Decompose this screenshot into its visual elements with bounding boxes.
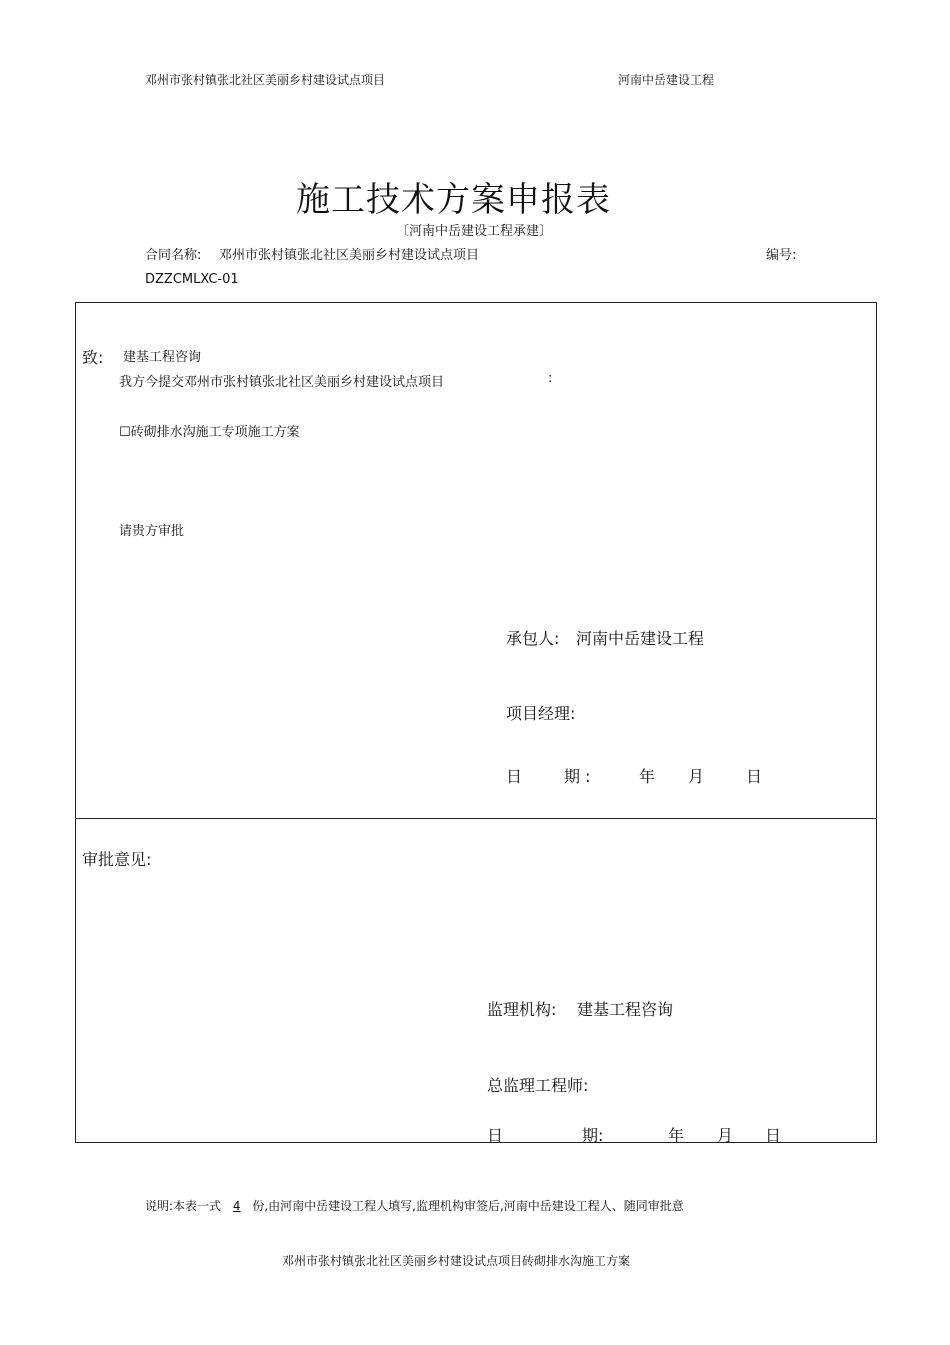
date2-ri: 日 — [487, 1126, 504, 1145]
date2-qi: 期: — [582, 1126, 604, 1145]
note-copies: 4 — [232, 1199, 241, 1213]
opinion-label: 审批意见: — [82, 850, 152, 869]
submit-colon: : — [548, 371, 553, 386]
submission-section — [75, 302, 877, 819]
submit-text: 我方今提交邓州市张村镇张北社区美丽乡村建设试点项目 — [119, 375, 445, 390]
contract-label: 合同名称: — [145, 248, 202, 263]
date-year: 年 — [639, 767, 656, 786]
date-qi: 期 : — [564, 767, 591, 786]
date2-month: 月 — [717, 1126, 734, 1145]
contract-name: 邓州市张村镇张北社区美丽乡村建设试点项目 — [219, 248, 480, 263]
request-text: 请贵方审批 — [119, 524, 185, 539]
chief-engineer-label: 总监理工程师: — [487, 1076, 589, 1095]
approval-section — [75, 818, 877, 1143]
to-label: 致: — [82, 348, 104, 367]
to-value: 建基工程咨询 — [123, 350, 202, 365]
header-project: 邓州市张村镇张北社区美丽乡村建设试点项目 — [145, 73, 386, 87]
supervisor-org-label: 监理机构: — [487, 1000, 557, 1019]
contract-number-label: 编号: — [766, 248, 797, 263]
date-day: 日 — [746, 767, 763, 786]
date2-year: 年 — [668, 1126, 685, 1145]
page-title: 施工技术方案申报表 — [296, 180, 611, 220]
note-suffix: 份,由河南中岳建设工程人填写,监理机构审签后,河南中岳建设工程人、随同审批意 — [252, 1199, 684, 1213]
contract-number: DZZCMLXC-01 — [145, 272, 239, 287]
note-prefix: 说明:本表一式 — [145, 1199, 222, 1213]
contractor-value: 河南中岳建设工程 — [576, 629, 705, 648]
footer-text: 邓州市张村镇张北社区美丽乡村建设试点项目砖砌排水沟施工方案 — [282, 1254, 631, 1268]
scheme-item: ☐砖砌排水沟施工专项施工方案 — [119, 425, 300, 440]
manager-label: 项目经理: — [506, 704, 576, 723]
date2-day: 日 — [765, 1126, 782, 1145]
supervisor-org-value: 建基工程咨询 — [577, 1000, 674, 1019]
date-month: 月 — [688, 767, 705, 786]
page-subtitle: 〔河南中岳建设工程承建〕 — [396, 224, 553, 239]
date-ri: 日 — [506, 767, 523, 786]
contractor-label: 承包人: — [506, 629, 560, 648]
header-company: 河南中岳建设工程 — [618, 73, 715, 87]
note-text — [145, 1197, 684, 1214]
